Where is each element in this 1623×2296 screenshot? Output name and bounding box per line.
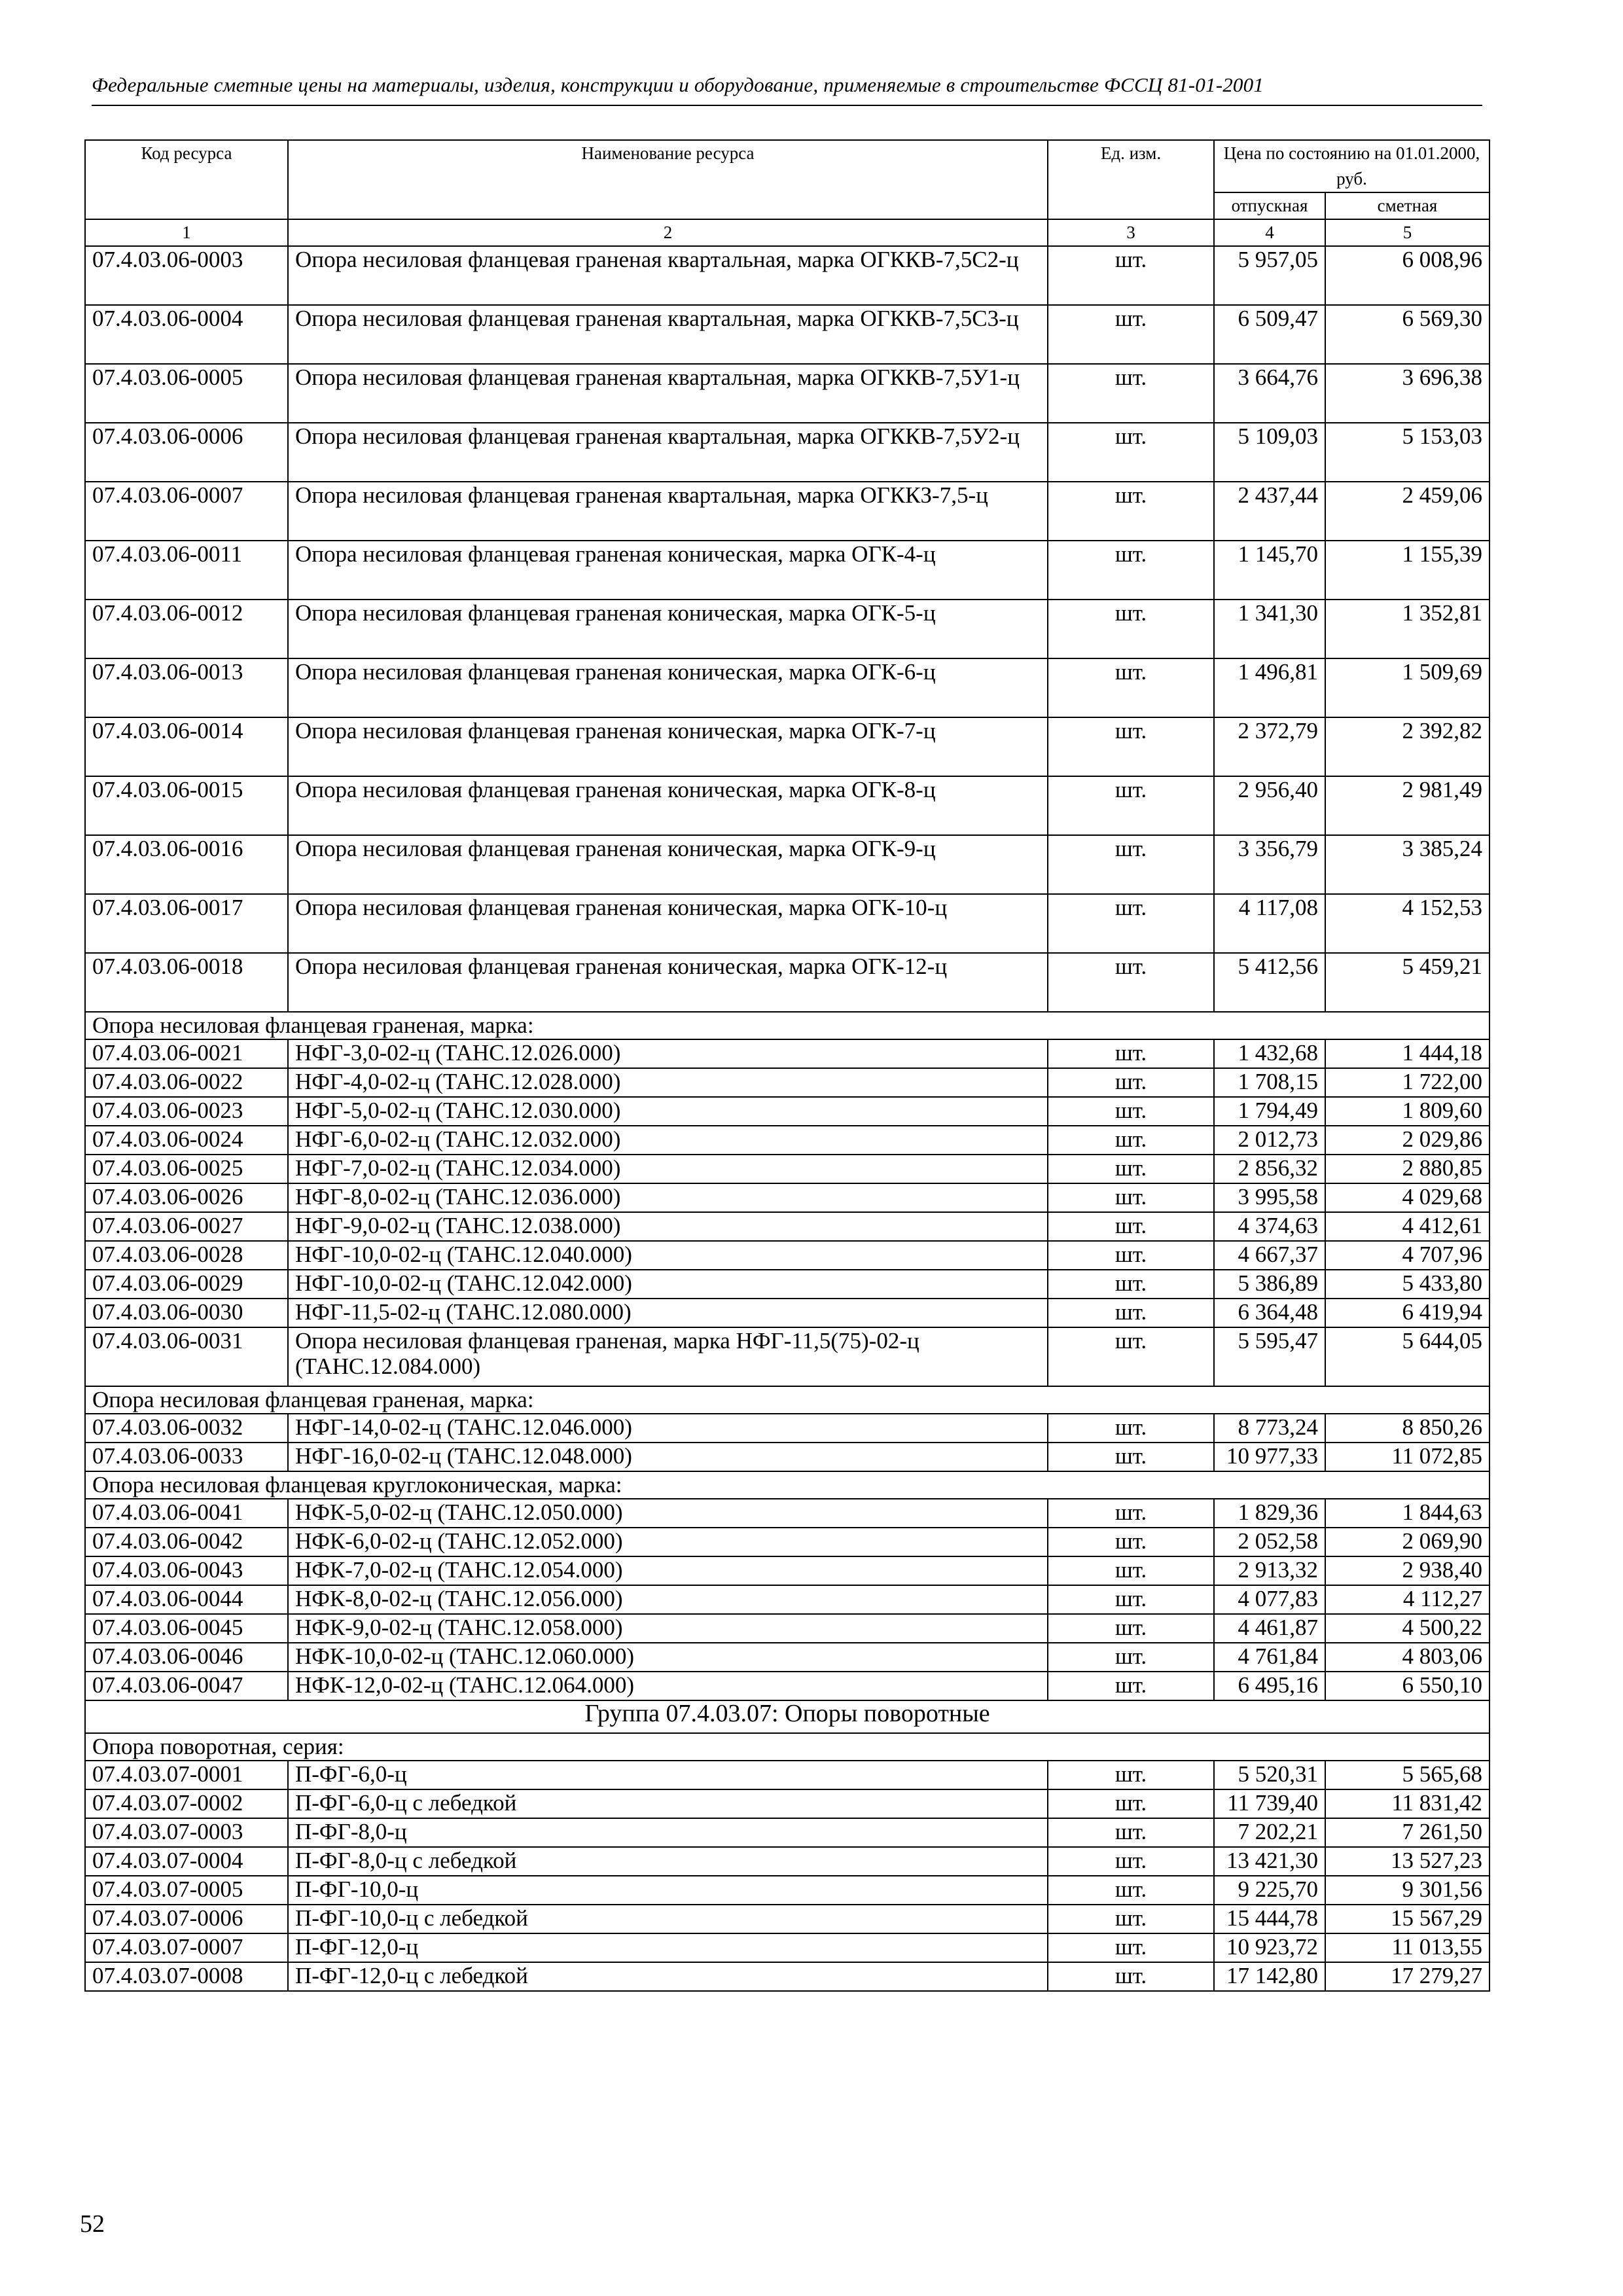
table-row bbox=[85, 364, 1489, 423]
price-release: 9 225,70 bbox=[1214, 1876, 1325, 1905]
table-row bbox=[85, 1818, 1489, 1847]
table-row bbox=[85, 835, 1489, 894]
resource-code: 07.4.03.06-0014 bbox=[85, 717, 288, 776]
caption-row bbox=[85, 1733, 1489, 1761]
price-estimate: 5 459,21 bbox=[1325, 953, 1489, 1012]
resource-name: П-ФГ-10,0-ц с лебедкой bbox=[288, 1905, 1048, 1933]
price-estimate: 3 696,38 bbox=[1325, 364, 1489, 423]
unit-of-measure: шт. bbox=[1048, 1614, 1214, 1643]
unit-of-measure: шт. bbox=[1048, 717, 1214, 776]
unit-of-measure: шт. bbox=[1048, 1905, 1214, 1933]
caption-text: Опора несиловая фланцевая граненая, марка: bbox=[85, 1386, 1489, 1414]
table-row bbox=[85, 1183, 1489, 1212]
price-release: 5 412,56 bbox=[1214, 953, 1325, 1012]
caption-text: Опора несиловая фланцевая круглоконическая, марка: bbox=[85, 1471, 1489, 1499]
column-number: 3 bbox=[1048, 219, 1214, 246]
table-row bbox=[85, 1443, 1489, 1471]
resource-code: 07.4.03.07-0008 bbox=[85, 1962, 288, 1991]
resource-name: НФГ-14,0-02-ц (ТАНС.12.046.000) bbox=[288, 1414, 1048, 1443]
unit-of-measure: шт. bbox=[1048, 1299, 1214, 1327]
header-unit: Ед. изм. bbox=[1048, 140, 1214, 219]
resource-code: 07.4.03.06-0025 bbox=[85, 1155, 288, 1183]
unit-of-measure: шт. bbox=[1048, 1241, 1214, 1270]
table-row bbox=[85, 717, 1489, 776]
price-release: 5 109,03 bbox=[1214, 423, 1325, 482]
price-estimate: 1 352,81 bbox=[1325, 600, 1489, 658]
resource-name: П-ФГ-6,0-ц с лебедкой bbox=[288, 1789, 1048, 1818]
price-release: 5 386,89 bbox=[1214, 1270, 1325, 1299]
resource-name: НФГ-9,0-02-ц (ТАНС.12.038.000) bbox=[288, 1212, 1048, 1241]
price-estimate: 2 069,90 bbox=[1325, 1528, 1489, 1556]
price-estimate: 8 850,26 bbox=[1325, 1414, 1489, 1443]
price-release: 11 739,40 bbox=[1214, 1789, 1325, 1818]
resource-name: НФГ-6,0-02-ц (ТАНС.12.032.000) bbox=[288, 1126, 1048, 1155]
price-release: 3 356,79 bbox=[1214, 835, 1325, 894]
price-release: 5 957,05 bbox=[1214, 246, 1325, 305]
price-estimate: 4 112,27 bbox=[1325, 1585, 1489, 1614]
unit-of-measure: шт. bbox=[1048, 1183, 1214, 1212]
table-row bbox=[85, 1962, 1489, 1991]
price-release: 2 856,32 bbox=[1214, 1155, 1325, 1183]
price-release: 1 829,36 bbox=[1214, 1499, 1325, 1528]
resource-name: П-ФГ-6,0-ц bbox=[288, 1761, 1048, 1789]
table-header bbox=[85, 140, 1489, 246]
table-row bbox=[85, 1905, 1489, 1933]
price-estimate: 6 008,96 bbox=[1325, 246, 1489, 305]
unit-of-measure: шт. bbox=[1048, 1068, 1214, 1097]
table-row bbox=[85, 1614, 1489, 1643]
resource-code: 07.4.03.06-0003 bbox=[85, 246, 288, 305]
table-row bbox=[85, 1241, 1489, 1270]
unit-of-measure: шт. bbox=[1048, 1585, 1214, 1614]
price-estimate: 4 412,61 bbox=[1325, 1212, 1489, 1241]
price-estimate: 4 152,53 bbox=[1325, 894, 1489, 953]
resource-code: 07.4.03.06-0029 bbox=[85, 1270, 288, 1299]
table-row bbox=[85, 482, 1489, 541]
price-estimate: 1 844,63 bbox=[1325, 1499, 1489, 1528]
unit-of-measure: шт. bbox=[1048, 1876, 1214, 1905]
header-price-estimate: сметная bbox=[1325, 192, 1489, 219]
resource-code: 07.4.03.07-0005 bbox=[85, 1876, 288, 1905]
price-release: 15 444,78 bbox=[1214, 1905, 1325, 1933]
unit-of-measure: шт. bbox=[1048, 1556, 1214, 1585]
table-row bbox=[85, 1643, 1489, 1672]
unit-of-measure: шт. bbox=[1048, 600, 1214, 658]
caption-row bbox=[85, 1012, 1489, 1039]
resource-code: 07.4.03.06-0027 bbox=[85, 1212, 288, 1241]
unit-of-measure: шт. bbox=[1048, 1672, 1214, 1700]
table-row bbox=[85, 1761, 1489, 1789]
table-row bbox=[85, 1126, 1489, 1155]
price-release: 10 923,72 bbox=[1214, 1933, 1325, 1962]
table-row bbox=[85, 1299, 1489, 1327]
price-estimate: 5 644,05 bbox=[1325, 1327, 1489, 1386]
resource-name: Опора несиловая фланцевая граненая коническая, марка ОГК-8-ц bbox=[288, 776, 1048, 835]
resource-name: НФК-5,0-02-ц (ТАНС.12.050.000) bbox=[288, 1499, 1048, 1528]
table-row bbox=[85, 600, 1489, 658]
unit-of-measure: шт. bbox=[1048, 1528, 1214, 1556]
resource-name: Опора несиловая фланцевая граненая квартальная, марка ОГККЗ-7,5-ц bbox=[288, 482, 1048, 541]
resource-code: 07.4.03.06-0043 bbox=[85, 1556, 288, 1585]
price-release: 1 432,68 bbox=[1214, 1039, 1325, 1068]
table-row bbox=[85, 305, 1489, 364]
resource-name: НФК-10,0-02-ц (ТАНС.12.060.000) bbox=[288, 1643, 1048, 1672]
price-estimate: 5 565,68 bbox=[1325, 1761, 1489, 1789]
resource-code: 07.4.03.06-0030 bbox=[85, 1299, 288, 1327]
price-release: 2 372,79 bbox=[1214, 717, 1325, 776]
resource-name: НФГ-4,0-02-ц (ТАНС.12.028.000) bbox=[288, 1068, 1048, 1097]
header-code: Код ресурса bbox=[85, 140, 288, 219]
resource-code: 07.4.03.06-0005 bbox=[85, 364, 288, 423]
price-estimate: 9 301,56 bbox=[1325, 1876, 1489, 1905]
column-number: 5 bbox=[1325, 219, 1489, 246]
price-estimate: 1 809,60 bbox=[1325, 1097, 1489, 1126]
resource-name: НФГ-16,0-02-ц (ТАНС.12.048.000) bbox=[288, 1443, 1048, 1471]
resource-code: 07.4.03.07-0004 bbox=[85, 1847, 288, 1876]
table-row bbox=[85, 1847, 1489, 1876]
resource-name: НФК-7,0-02-ц (ТАНС.12.054.000) bbox=[288, 1556, 1048, 1585]
resource-code: 07.4.03.06-0023 bbox=[85, 1097, 288, 1126]
unit-of-measure: шт. bbox=[1048, 776, 1214, 835]
resource-name: Опора несиловая фланцевая граненая коническая, марка ОГК-7-ц bbox=[288, 717, 1048, 776]
price-estimate: 4 707,96 bbox=[1325, 1241, 1489, 1270]
table-row bbox=[85, 1212, 1489, 1241]
table-row bbox=[85, 246, 1489, 305]
resource-name: Опора несиловая фланцевая граненая коническая, марка ОГК-9-ц bbox=[288, 835, 1048, 894]
resource-name: Опора несиловая фланцевая граненая коническая, марка ОГК-12-ц bbox=[288, 953, 1048, 1012]
unit-of-measure: шт. bbox=[1048, 1818, 1214, 1847]
price-estimate: 2 459,06 bbox=[1325, 482, 1489, 541]
resource-name: Опора несиловая фланцевая граненая коническая, марка ОГК-5-ц bbox=[288, 600, 1048, 658]
group-heading: Группа 07.4.03.07: Опоры поворотные bbox=[85, 1700, 1489, 1733]
resource-code: 07.4.03.06-0017 bbox=[85, 894, 288, 953]
price-estimate: 3 385,24 bbox=[1325, 835, 1489, 894]
price-release: 10 977,33 bbox=[1214, 1443, 1325, 1471]
price-estimate: 1 509,69 bbox=[1325, 658, 1489, 717]
unit-of-measure: шт. bbox=[1048, 246, 1214, 305]
table-row bbox=[85, 894, 1489, 953]
unit-of-measure: шт. bbox=[1048, 482, 1214, 541]
resource-code: 07.4.03.06-0031 bbox=[85, 1327, 288, 1386]
table-row bbox=[85, 423, 1489, 482]
table-row bbox=[85, 1585, 1489, 1614]
resource-name: Опора несиловая фланцевая граненая квартальная, марка ОГККВ-7,5С3-ц bbox=[288, 305, 1048, 364]
unit-of-measure: шт. bbox=[1048, 423, 1214, 482]
resource-code: 07.4.03.07-0001 bbox=[85, 1761, 288, 1789]
resource-code: 07.4.03.06-0013 bbox=[85, 658, 288, 717]
table-row bbox=[85, 1528, 1489, 1556]
resource-name: НФГ-5,0-02-ц (ТАНС.12.030.000) bbox=[288, 1097, 1048, 1126]
price-estimate: 11 831,42 bbox=[1325, 1789, 1489, 1818]
unit-of-measure: шт. bbox=[1048, 1962, 1214, 1991]
price-estimate: 4 803,06 bbox=[1325, 1643, 1489, 1672]
resource-code: 07.4.03.06-0024 bbox=[85, 1126, 288, 1155]
price-release: 4 077,83 bbox=[1214, 1585, 1325, 1614]
resource-code: 07.4.03.07-0003 bbox=[85, 1818, 288, 1847]
price-estimate: 11 013,55 bbox=[1325, 1933, 1489, 1962]
price-release: 4 374,63 bbox=[1214, 1212, 1325, 1241]
group-heading-row bbox=[85, 1700, 1489, 1733]
unit-of-measure: шт. bbox=[1048, 1212, 1214, 1241]
resource-name: Опора несиловая фланцевая граненая коническая, марка ОГК-10-ц bbox=[288, 894, 1048, 953]
resource-name: НФГ-10,0-02-ц (ТАНС.12.042.000) bbox=[288, 1270, 1048, 1299]
price-release: 2 956,40 bbox=[1214, 776, 1325, 835]
price-release: 6 495,16 bbox=[1214, 1672, 1325, 1700]
unit-of-measure: шт. bbox=[1048, 1414, 1214, 1443]
price-estimate: 5 433,80 bbox=[1325, 1270, 1489, 1299]
resource-code: 07.4.03.06-0045 bbox=[85, 1614, 288, 1643]
resource-code: 07.4.03.06-0044 bbox=[85, 1585, 288, 1614]
price-estimate: 13 527,23 bbox=[1325, 1847, 1489, 1876]
price-release: 8 773,24 bbox=[1214, 1414, 1325, 1443]
column-number: 1 bbox=[85, 219, 288, 246]
unit-of-measure: шт. bbox=[1048, 1039, 1214, 1068]
resource-name: НФГ-8,0-02-ц (ТАНС.12.036.000) bbox=[288, 1183, 1048, 1212]
price-release: 4 761,84 bbox=[1214, 1643, 1325, 1672]
price-release: 5 595,47 bbox=[1214, 1327, 1325, 1386]
table-row bbox=[85, 1672, 1489, 1700]
price-estimate: 17 279,27 bbox=[1325, 1962, 1489, 1991]
resource-code: 07.4.03.07-0006 bbox=[85, 1905, 288, 1933]
resource-code: 07.4.03.07-0002 bbox=[85, 1789, 288, 1818]
resource-name: НФГ-11,5-02-ц (ТАНС.12.080.000) bbox=[288, 1299, 1048, 1327]
price-release: 1 496,81 bbox=[1214, 658, 1325, 717]
table-row bbox=[85, 1414, 1489, 1443]
resource-name: П-ФГ-8,0-ц bbox=[288, 1818, 1048, 1847]
price-release: 1 145,70 bbox=[1214, 541, 1325, 600]
resource-name: НФК-12,0-02-ц (ТАНС.12.064.000) bbox=[288, 1672, 1048, 1700]
price-release: 17 142,80 bbox=[1214, 1962, 1325, 1991]
column-number: 4 bbox=[1214, 219, 1325, 246]
table-row bbox=[85, 1039, 1489, 1068]
price-release: 3 664,76 bbox=[1214, 364, 1325, 423]
resource-name: НФГ-3,0-02-ц (ТАНС.12.026.000) bbox=[288, 1039, 1048, 1068]
resource-code: 07.4.03.06-0004 bbox=[85, 305, 288, 364]
resource-name: НФГ-7,0-02-ц (ТАНС.12.034.000) bbox=[288, 1155, 1048, 1183]
unit-of-measure: шт. bbox=[1048, 1126, 1214, 1155]
unit-of-measure: шт. bbox=[1048, 1327, 1214, 1386]
price-release: 6 364,48 bbox=[1214, 1299, 1325, 1327]
table-row bbox=[85, 953, 1489, 1012]
table-body bbox=[85, 246, 1489, 1991]
resource-code: 07.4.03.06-0022 bbox=[85, 1068, 288, 1097]
resource-code: 07.4.03.06-0018 bbox=[85, 953, 288, 1012]
resource-code: 07.4.03.06-0012 bbox=[85, 600, 288, 658]
price-release: 5 520,31 bbox=[1214, 1761, 1325, 1789]
unit-of-measure: шт. bbox=[1048, 1761, 1214, 1789]
price-estimate: 11 072,85 bbox=[1325, 1443, 1489, 1471]
price-release: 3 995,58 bbox=[1214, 1183, 1325, 1212]
unit-of-measure: шт. bbox=[1048, 953, 1214, 1012]
resource-name: Опора несиловая фланцевая граненая квартальная, марка ОГККВ-7,5У1-ц bbox=[288, 364, 1048, 423]
price-release: 4 117,08 bbox=[1214, 894, 1325, 953]
resource-name: П-ФГ-12,0-ц с лебедкой bbox=[288, 1962, 1048, 1991]
price-release: 2 913,32 bbox=[1214, 1556, 1325, 1585]
resource-name: НФК-9,0-02-ц (ТАНС.12.058.000) bbox=[288, 1614, 1048, 1643]
price-release: 1 341,30 bbox=[1214, 600, 1325, 658]
caption-text: Опора несиловая фланцевая граненая, марка: bbox=[85, 1012, 1489, 1039]
table-row bbox=[85, 658, 1489, 717]
price-release: 2 437,44 bbox=[1214, 482, 1325, 541]
resource-name: НФК-6,0-02-ц (ТАНС.12.052.000) bbox=[288, 1528, 1048, 1556]
unit-of-measure: шт. bbox=[1048, 1097, 1214, 1126]
resource-code: 07.4.03.06-0047 bbox=[85, 1672, 288, 1700]
table-row bbox=[85, 776, 1489, 835]
resource-code: 07.4.03.06-0015 bbox=[85, 776, 288, 835]
resource-name: Опора несиловая фланцевая граненая коническая, марка ОГК-4-ц bbox=[288, 541, 1048, 600]
unit-of-measure: шт. bbox=[1048, 1643, 1214, 1672]
resource-name: Опора несиловая фланцевая граненая квартальная, марка ОГККВ-7,5У2-ц bbox=[288, 423, 1048, 482]
price-estimate: 6 569,30 bbox=[1325, 305, 1489, 364]
unit-of-measure: шт. bbox=[1048, 1847, 1214, 1876]
price-estimate: 15 567,29 bbox=[1325, 1905, 1489, 1933]
unit-of-measure: шт. bbox=[1048, 658, 1214, 717]
resource-code: 07.4.03.06-0041 bbox=[85, 1499, 288, 1528]
price-estimate: 1 722,00 bbox=[1325, 1068, 1489, 1097]
resource-name: П-ФГ-10,0-ц bbox=[288, 1876, 1048, 1905]
table-row bbox=[85, 1068, 1489, 1097]
price-release: 2 012,73 bbox=[1214, 1126, 1325, 1155]
running-header: Федеральные сметные цены на материалы, изделия, конструкции и оборудование, применяемые в строительстве ФССЦ 81-01-2001 bbox=[92, 73, 1264, 96]
unit-of-measure: шт. bbox=[1048, 305, 1214, 364]
price-estimate: 2 392,82 bbox=[1325, 717, 1489, 776]
resource-name: П-ФГ-12,0-ц bbox=[288, 1933, 1048, 1962]
price-estimate: 6 419,94 bbox=[1325, 1299, 1489, 1327]
table-row bbox=[85, 1499, 1489, 1528]
resource-code: 07.4.03.06-0021 bbox=[85, 1039, 288, 1068]
resource-code: 07.4.03.06-0007 bbox=[85, 482, 288, 541]
unit-of-measure: шт. bbox=[1048, 1270, 1214, 1299]
header-name: Наименование ресурса bbox=[288, 140, 1048, 219]
price-estimate: 2 981,49 bbox=[1325, 776, 1489, 835]
price-estimate: 4 029,68 bbox=[1325, 1183, 1489, 1212]
resource-name: НФК-8,0-02-ц (ТАНС.12.056.000) bbox=[288, 1585, 1048, 1614]
header-price-group: Цена по состоянию на 01.01.2000, руб. bbox=[1214, 140, 1489, 192]
resource-code: 07.4.03.07-0007 bbox=[85, 1933, 288, 1962]
resource-code: 07.4.03.06-0033 bbox=[85, 1443, 288, 1471]
resource-name: Опора несиловая фланцевая граненая квартальная, марка ОГККВ-7,5С2-ц bbox=[288, 246, 1048, 305]
price-estimate: 4 500,22 bbox=[1325, 1614, 1489, 1643]
resource-code: 07.4.03.06-0011 bbox=[85, 541, 288, 600]
price-release: 1 794,49 bbox=[1214, 1097, 1325, 1126]
price-estimate: 5 153,03 bbox=[1325, 423, 1489, 482]
unit-of-measure: шт. bbox=[1048, 835, 1214, 894]
caption-row bbox=[85, 1386, 1489, 1414]
unit-of-measure: шт. bbox=[1048, 364, 1214, 423]
table-row bbox=[85, 1876, 1489, 1905]
unit-of-measure: шт. bbox=[1048, 1155, 1214, 1183]
price-estimate: 1 155,39 bbox=[1325, 541, 1489, 600]
price-release: 4 461,87 bbox=[1214, 1614, 1325, 1643]
price-release: 1 708,15 bbox=[1214, 1068, 1325, 1097]
table-row bbox=[85, 1556, 1489, 1585]
price-release: 13 421,30 bbox=[1214, 1847, 1325, 1876]
resource-code: 07.4.03.06-0028 bbox=[85, 1241, 288, 1270]
unit-of-measure: шт. bbox=[1048, 1499, 1214, 1528]
price-release: 2 052,58 bbox=[1214, 1528, 1325, 1556]
table-row bbox=[85, 541, 1489, 600]
price-estimate: 6 550,10 bbox=[1325, 1672, 1489, 1700]
page-number: 52 bbox=[80, 2210, 105, 2238]
resource-name: П-ФГ-8,0-ц с лебедкой bbox=[288, 1847, 1048, 1876]
unit-of-measure: шт. bbox=[1048, 1443, 1214, 1471]
unit-of-measure: шт. bbox=[1048, 541, 1214, 600]
unit-of-measure: шт. bbox=[1048, 1933, 1214, 1962]
resource-code: 07.4.03.06-0026 bbox=[85, 1183, 288, 1212]
table-row bbox=[85, 1270, 1489, 1299]
unit-of-measure: шт. bbox=[1048, 1789, 1214, 1818]
resource-name: Опора несиловая фланцевая граненая коническая, марка ОГК-6-ц bbox=[288, 658, 1048, 717]
header-rule bbox=[92, 105, 1482, 106]
table-row bbox=[85, 1933, 1489, 1962]
caption-row bbox=[85, 1471, 1489, 1499]
price-estimate: 2 880,85 bbox=[1325, 1155, 1489, 1183]
table-row bbox=[85, 1097, 1489, 1126]
resource-code: 07.4.03.06-0042 bbox=[85, 1528, 288, 1556]
resource-code: 07.4.03.06-0006 bbox=[85, 423, 288, 482]
price-release: 6 509,47 bbox=[1214, 305, 1325, 364]
price-release: 7 202,21 bbox=[1214, 1818, 1325, 1847]
price-table bbox=[84, 139, 1490, 1992]
unit-of-measure: шт. bbox=[1048, 894, 1214, 953]
price-estimate: 1 444,18 bbox=[1325, 1039, 1489, 1068]
resource-name: Опора несиловая фланцевая граненая, марка НФГ-11,5(75)-02-ц (ТАНС.12.084.000) bbox=[288, 1327, 1048, 1386]
resource-code: 07.4.03.06-0046 bbox=[85, 1643, 288, 1672]
price-estimate: 7 261,50 bbox=[1325, 1818, 1489, 1847]
table-row bbox=[85, 1327, 1489, 1386]
caption-text: Опора поворотная, серия: bbox=[85, 1733, 1489, 1761]
price-estimate: 2 938,40 bbox=[1325, 1556, 1489, 1585]
table-row bbox=[85, 1155, 1489, 1183]
resource-code: 07.4.03.06-0016 bbox=[85, 835, 288, 894]
table-row bbox=[85, 1789, 1489, 1818]
resource-name: НФГ-10,0-02-ц (ТАНС.12.040.000) bbox=[288, 1241, 1048, 1270]
column-number: 2 bbox=[288, 219, 1048, 246]
header-price-release: отпускная bbox=[1214, 192, 1325, 219]
price-release: 4 667,37 bbox=[1214, 1241, 1325, 1270]
price-estimate: 2 029,86 bbox=[1325, 1126, 1489, 1155]
resource-code: 07.4.03.06-0032 bbox=[85, 1414, 288, 1443]
